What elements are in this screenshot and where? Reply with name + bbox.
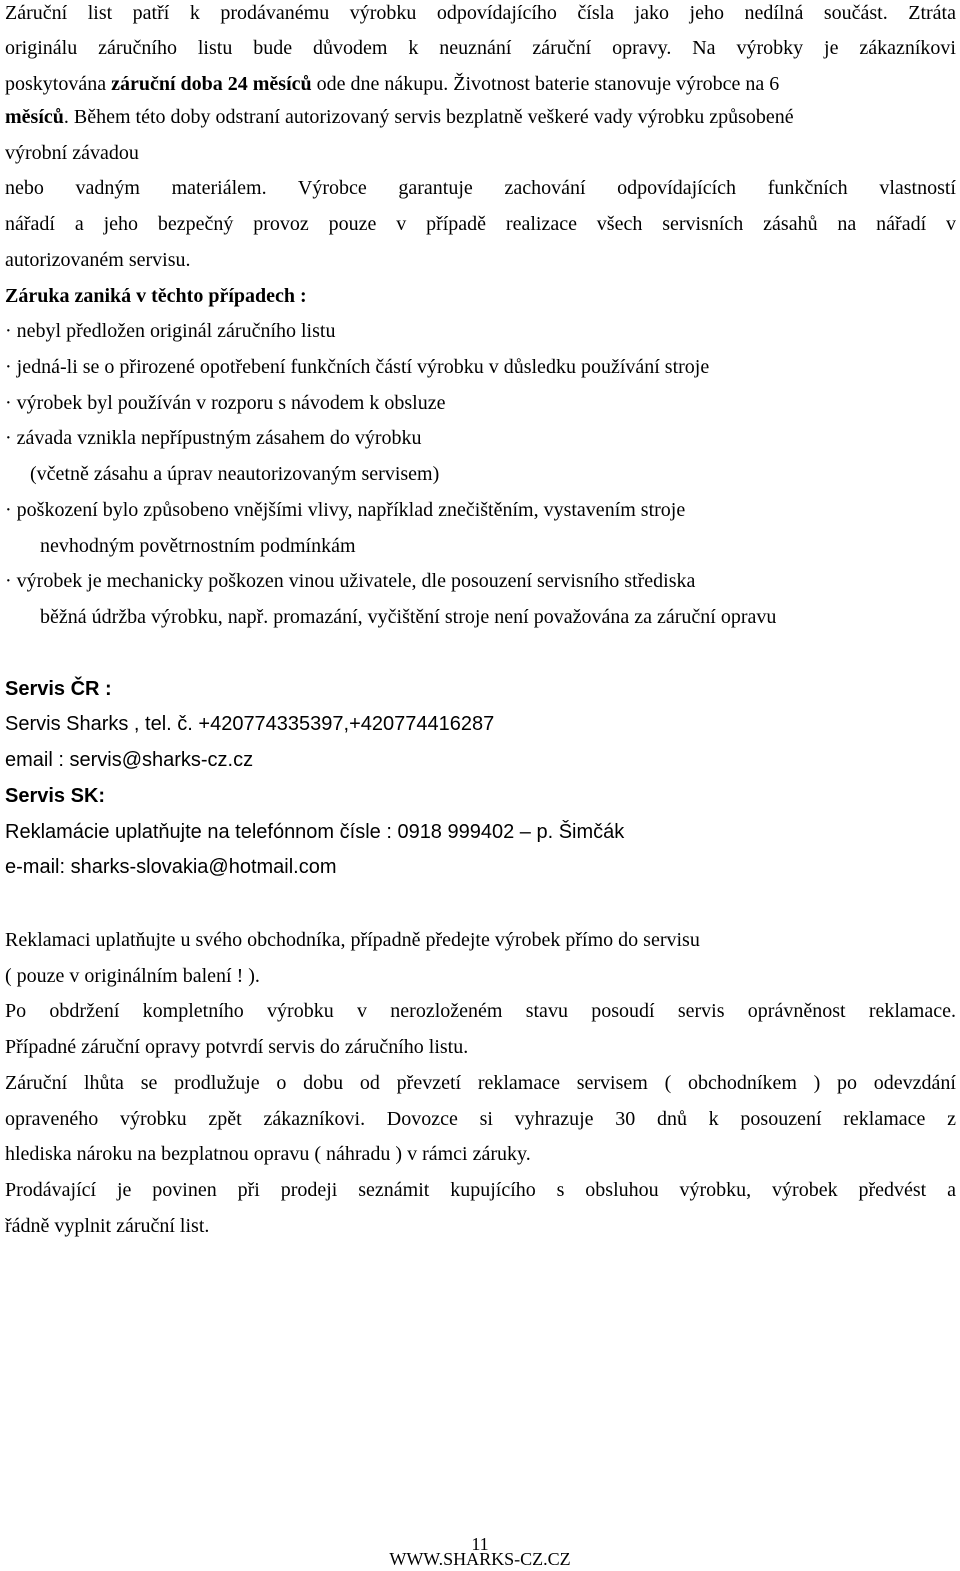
warranty-period-emphasis: záruční doba 24 měsíců (111, 73, 312, 95)
claims-text-line: Případné záruční opravy potvrdí servis do záručního listu. (5, 1036, 469, 1058)
warranty-text-span: ode dne nákupu. Životnost baterie stanovuje výrobce na 6 (311, 73, 780, 95)
warranty-text-line-2: originálu záručního listu bude důvodem k neuznání záruční opravy. Na výrobky je zákazníkovi (5, 37, 956, 59)
void-item-continuation: běžná údržba výrobku, např. promazání, vyčištění stroje není považována za záruční opravu (40, 606, 777, 628)
warranty-text-line-6: nebo vadným materiálem. Výrobce garantuje zachování odpovídajících funkčních vlastností (5, 177, 956, 199)
claims-text-line: Prodávající je povinen při prodeji seznámit kupujícího s obsluhou výrobku, výrobek předvést a (5, 1179, 956, 1201)
void-item: · výrobek je mechanicky poškozen vinou uživatele, dle posouzení servisního střediska (5, 570, 696, 592)
warranty-text-line-5: výrobní závadou (5, 142, 139, 164)
claims-text-line: řádně vyplnit záruční list. (5, 1215, 210, 1237)
footer-website: WWW.SHARKS-CZ.CZ (389, 1549, 571, 1569)
warranty-text-line-3 (5, 67, 956, 101)
void-item: · nebyl předložen originál záručního listu (5, 320, 336, 342)
battery-months-emphasis: měsíců (5, 106, 64, 128)
void-conditions-heading: Záruka zaniká v těchto případech : (5, 285, 307, 307)
service-cz-email: email : servis@sharks-cz.cz (5, 749, 254, 771)
warranty-text-line-7: nářadí a jeho bezpečný provoz pouze v případě realizace všech servisních zásahů na nářadí v (5, 213, 956, 235)
warranty-text-line-8: autorizovaném servisu. (5, 249, 191, 271)
claims-text-line: Záruční lhůta se prodlužuje o dobu od převzetí reklamace servisem ( obchodníkem ) po odevzdání (5, 1072, 956, 1094)
claims-text-line: Po obdržení kompletního výrobku v nerozloženém stavu posoudí servis oprávněnost reklamace. (5, 1000, 956, 1022)
service-sk-heading: Servis SK: (5, 785, 106, 807)
claims-text-line: hlediska nároku na bezplatnou opravu ( náhradu ) v rámci záruky. (5, 1143, 531, 1165)
void-item: · závada vznikla nepřípustným zásahem do výrobku (5, 427, 422, 449)
service-sk-email: e-mail: sharks-slovakia@hotmail.com (5, 856, 337, 878)
void-item-continuation: (včetně zásahu a úprav neautorizovaným servisem) (30, 463, 440, 485)
warranty-text-span: . Během této doby odstraní autorizovaný servis bezplatně veškeré vady výrobku způsobené (63, 106, 794, 128)
claims-text-line: Reklamaci uplatňujte u svého obchodníka, případně předejte výrobek přímo do servisu (5, 929, 700, 951)
claims-text-line: ( pouze v originálním balení ! ). (5, 965, 260, 987)
void-item-continuation: nevhodným povětrnostním podmínkám (40, 535, 356, 557)
warranty-text-span: poskytována (5, 73, 112, 95)
service-sk-phone: Reklamácie uplatňujte na telefónnom čísle : 0918 999402 – p. Šimčák (5, 821, 625, 843)
service-cz-phone: Servis Sharks , tel. č. +420774335397,+420774416287 (5, 713, 495, 735)
void-item: · jedná-li se o přirozené opotřebení funkčních částí výrobku v důsledku používání stroje (5, 356, 710, 378)
service-cz-heading: Servis ČR : (5, 678, 112, 700)
void-item: · poškození bylo způsobeno vnějšími vlivy, například znečištěním, vystavením stroje (5, 499, 686, 521)
warranty-text-line-1: Záruční list patří k prodávanému výrobku odpovídajícího čísla jako jeho nedílná součást. Ztráta (5, 2, 956, 24)
warranty-text-line-4 (5, 100, 956, 134)
claims-text-line: opraveného výrobku zpět zákazníkovi. Dovozce si vyhrazuje 30 dnů k posouzení reklamace z (5, 1108, 956, 1130)
void-item: · výrobek byl používán v rozporu s návodem k obsluze (5, 392, 446, 414)
page-number: 11 (471, 1534, 489, 1554)
